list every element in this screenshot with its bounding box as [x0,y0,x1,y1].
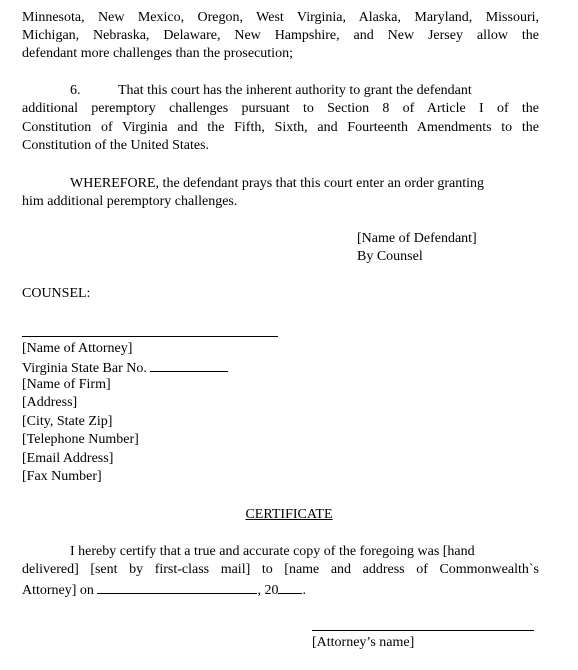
para5-line-3: defendant more challenges than the prosecution; [22,46,293,61]
certificate-date-prefix: Attorney] on [22,583,94,598]
bar-number-blank [150,358,228,372]
address-placeholder: [Address] [22,395,78,410]
para5-line-2: Michigan, Nebraska, Delaware, New Hampshire, and New Jersey allow the [22,28,539,43]
certificate-year-prefix: , 20 [257,583,279,598]
certificate-line-end: . [302,583,306,598]
para6-line-3: Constitution of Virginia and the Fifth, Sixth, and Fourteenth Amendments to the [22,120,539,135]
counsel-signature-line [22,336,278,337]
telephone-placeholder: [Telephone Number] [22,432,139,447]
attorney-signature-line [312,630,534,631]
certificate-year-blank [278,580,302,594]
bar-number-line [22,358,228,376]
para6-number: 6. [70,83,81,98]
fax-placeholder: [Fax Number] [22,469,102,484]
wherefore-line-1: WHEREFORE, the defendant prays that this court enter an order granting [70,176,485,191]
para6-first-line-text: That this court has the inherent authority to grant the defendant [118,83,472,98]
certificate-line-3 [22,580,306,598]
certificate-line-1: I hereby certify that a true and accurate copy of the foregoing was [hand [70,544,475,559]
defendant-name-placeholder: [Name of Defendant] [357,231,477,246]
by-counsel-label: By Counsel [357,249,423,264]
firm-name-placeholder: [Name of Firm] [22,377,111,392]
certificate-heading: CERTIFICATE [245,507,333,522]
attorney-name-signature-placeholder: [Attorney’s name] [312,635,415,650]
para6-line-2: additional peremptory challenges pursuant to Section 8 of Article I of the [22,101,539,116]
para6-line-4: Constitution of the United States. [22,138,210,153]
certificate-line-2: delivered] [sent by first-class mail] to [name and address of Commonwealth`s [22,562,539,577]
wherefore-line-2: him additional peremptory challenges. [22,194,238,209]
counsel-label: COUNSEL: [22,286,91,301]
email-placeholder: [Email Address] [22,451,114,466]
bar-number-label: Virginia State Bar No. [22,361,147,376]
attorney-name-placeholder: [Name of Attorney] [22,341,133,356]
para5-line-1: Minnesota, New Mexico, Oregon, West Virginia, Alaska, Maryland, Missouri, [22,10,539,25]
certificate-date-blank [97,580,257,594]
para6-first-line [70,82,472,100]
city-state-zip-placeholder: [City, State Zip] [22,414,113,429]
